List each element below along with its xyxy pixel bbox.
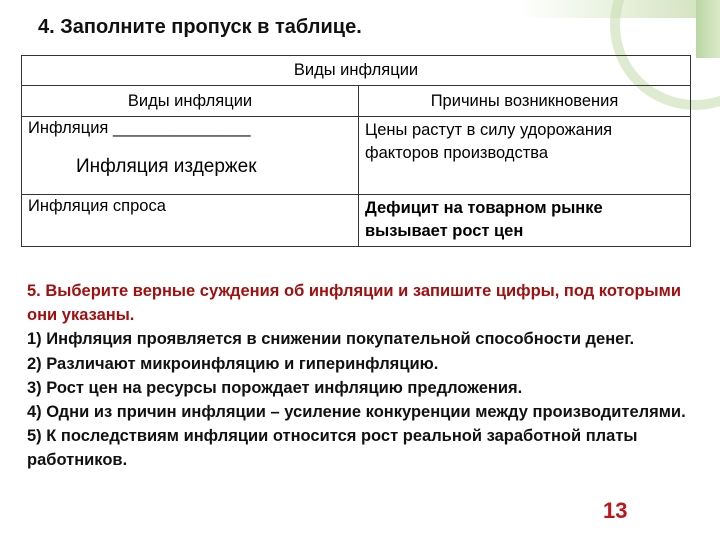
type-cell: Инфляция спроса xyxy=(22,195,359,247)
task5-option: 5) К последствиям инфляции относится рост реальной заработной платы работников. xyxy=(27,427,638,470)
task5-block xyxy=(27,279,707,473)
cause-cell: Дефицит на товарном рынке вызывает рост цен xyxy=(359,195,691,247)
fill-blank: _______________ xyxy=(112,119,251,137)
decorative-corner-bar xyxy=(696,0,720,58)
inflation-table xyxy=(21,55,691,247)
table-row xyxy=(22,195,691,247)
blank-answer: Инфляция издержек xyxy=(76,156,257,177)
task5-prompt: 5. Выберите верные суждения об инфляции и запишите цифры, под которыми они указаны. xyxy=(27,282,681,325)
table-caption: Виды инфляции xyxy=(22,56,691,86)
column-header-causes: Причины возникновения xyxy=(359,86,691,117)
task5-option: 4) Одни из причин инфляции – усиление конкуренции между производителями. xyxy=(27,403,686,422)
column-header-types: Виды инфляции xyxy=(22,86,359,117)
task5-option: 2) Различают микроинфляцию и гиперинфляцию. xyxy=(27,354,439,373)
task5-option: 1) Инфляция проявляется в снижении покупательной способности денег. xyxy=(27,330,635,349)
task4-title: 4. Заполните пропуск в таблице. xyxy=(38,16,362,38)
type-cell xyxy=(22,117,359,195)
page-number: 13 xyxy=(603,498,628,523)
task5-option: 3) Рост цен на ресурсы порождает инфляцию предложения. xyxy=(27,378,523,397)
type-label: Инфляция xyxy=(28,119,109,137)
cause-cell: Цены растут в силу удорожания факторов производства xyxy=(359,117,691,195)
table-row xyxy=(22,117,691,195)
